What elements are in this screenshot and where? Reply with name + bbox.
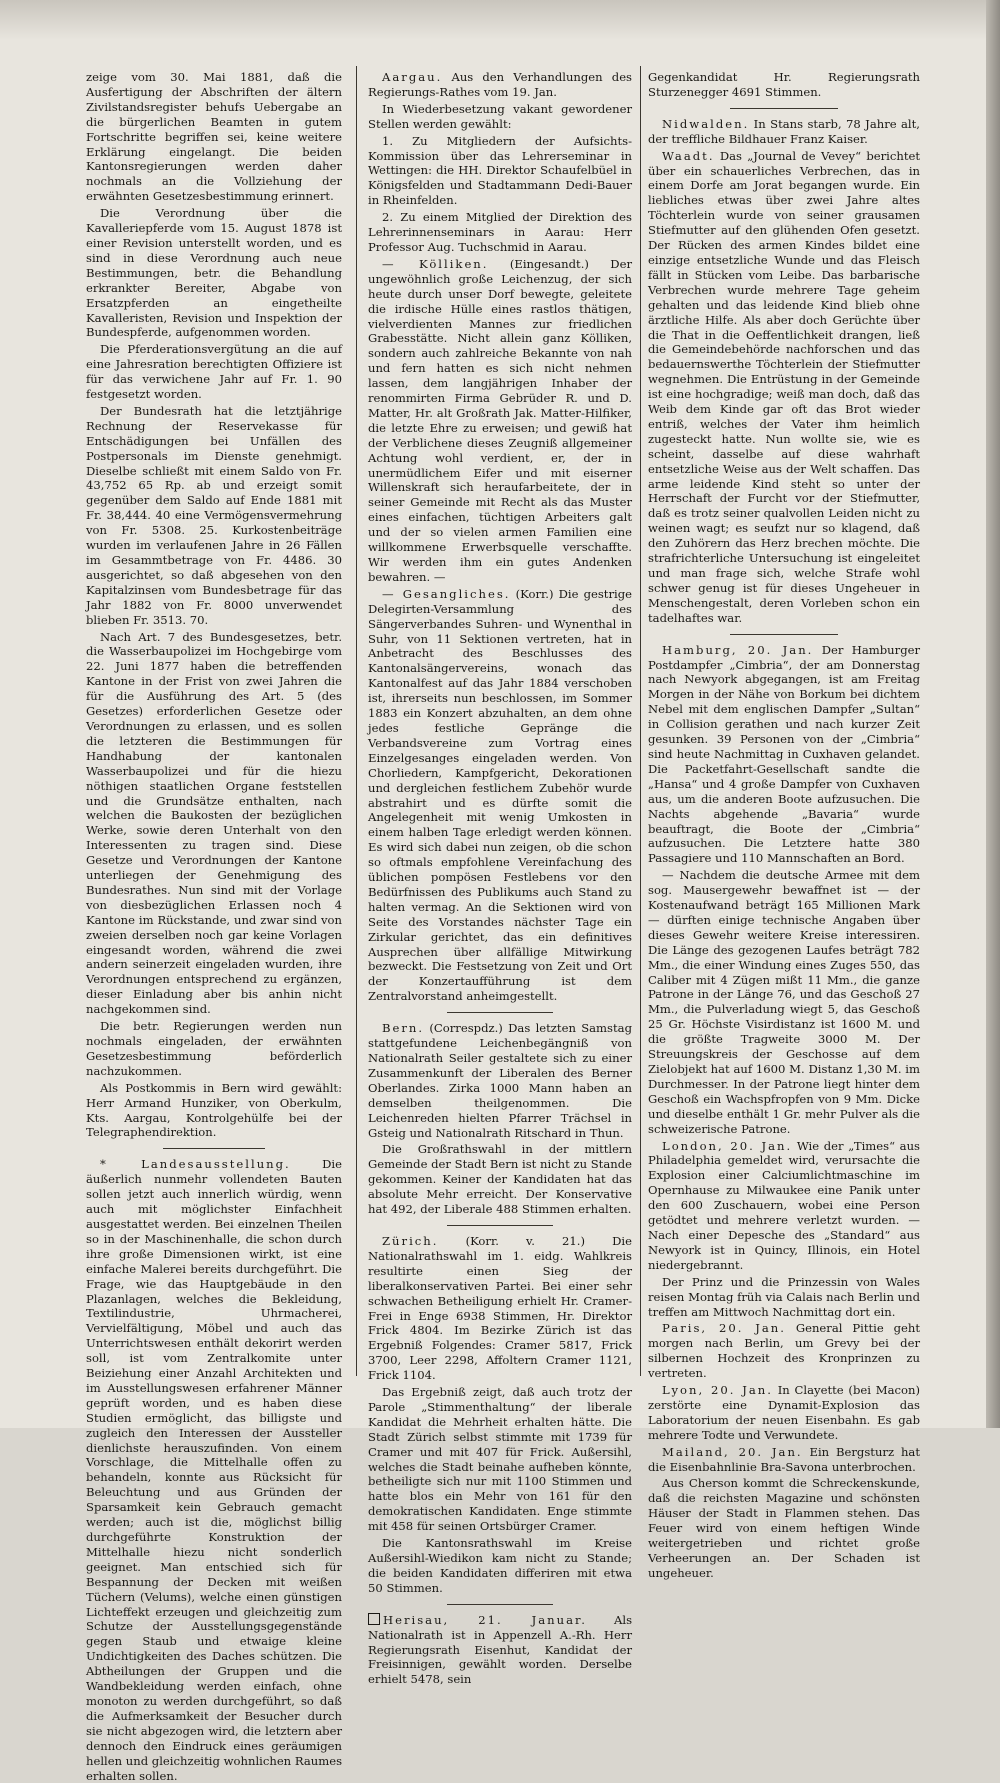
article-paragraph: zeige vom 30. Mai 1881, daß die Ausfertigung der Abschriften der ältern Zivilstandsregister behufs Uebergabe an die bürgerlichen Beamten in gutem Fortschritte begriffen sei, keine weitere Erklärung eingelangt. Die beiden Kantonsregierungen werden daher nochmals an die Vollziehung der erwähnten Gesetzesbestimmung erinnert. bbox=[86, 70, 342, 204]
page-top-shadow bbox=[0, 0, 1000, 40]
article-heading: Bern. bbox=[382, 1021, 425, 1036]
section-divider bbox=[163, 1148, 265, 1149]
article-paragraph bbox=[368, 257, 632, 585]
article-paragraph: Nach Art. 7 des Bundesgesetzes, betr. die Wasserbaupolizei im Hochgebirge vom 22. Juni 1877 haben die betreffenden Kantone in der Frist von zwei Jahren die für die Ausführung des Art. 5 (des Gesetzes) erforderlichen Gesetze oder Verordnungen zu erlassen, und es sollen die letzteren die Bestimmungen für Handhabung der kantonalen Wasserbaupolizei und für die hiezu nöthigen staatlichen Organe feststellen und die Grundsätze enthalten, nach welchen die Baukosten der bezüglichen Werke, sowie deren Unterhalt von den Interessenten zu tragen sind. Diese Gesetze und Verordnungen der Kantone unterliegen der Genehmigung des Bundesrathes. Nun sind mit der Vorlage von diesbezüglichen Erlassen noch 4 Kantone im Rückstande, und zwar sind von zweien derselben noch gar keine Vorlagen eingesandt worden, während die zwei andern seinerzeit eingeladen wurden, ihre Verordnungen entsprechend zu ergänzen, dieser Einladung aber bis anhin nicht nachgekommen sind. bbox=[86, 629, 342, 1017]
article-paragraph: Der Bundesrath hat die letztjährige Rechnung der Reservekasse für Entschädigungen bei Unfällen des Postpersonals im Dienste genehmigt. Dieselbe schließt mit einem Saldo von Fr. 43,752 65 Rp. ab und erzeigt somit gegenüber dem Saldo auf Ende 1881 mit Fr. 38,444. 40 eine Vermögensvermehrung von Fr. 5308. 25. Kurkostenbeiträge wurden im verlaufenen Jahre in 26 Fällen im Gesammtbetrage von Fr. 4486. 30 ausgerichtet, so daß abgesehen von den Kapitalzinsen vom Bundesbetrage für das Jahr 1882 von Fr. 8000 unverwendet blieben Fr. 3513. 70. bbox=[86, 403, 342, 627]
article-paragraph bbox=[368, 1613, 632, 1688]
article-body: (Korr.) Die gestrige Delegirten-Versammlung des Sängerverbandes Suhren- und Wynenthal in Suhr, von 11 Sektionen vertreten, hat in Anbetracht des Beschlusses des Kantonalsängervereins, wonach das Kantonalfest auf das Jahr 1884 verschoben ist, ihrerseits nun beschlossen, im Sommer 1883 ein Konzert abzuhalten, an dem ohne jedes festliche Gepränge die Verbandsvereine zum Vortrag eines Einzelgesanges eingeladen werden. Von Chorliedern, Kampfgericht, Dekorationen und dergleichen festlichem Zubehör wurde abstrahirt und es dürfte somit die Angelegenheit mit wenig Umkosten in einem halben Tage erledigt werden können. Es wird sich dabei nun zeigen, ob die schon so oftmals empfohlene Vereinfachung des üblichen pompösen Festlebens vor den Bedürfnissen des Publikums auch Stand zu halten vermag. An die Sektionen wird von Seite des Vorstandes nächster Tage ein Zirkular gerichtet, das ein definitives Ausprechen über allfällige Mitwirkung bezweckt. Die Festsetzung von Zeit und Ort der Konzertaufführung ist dem Zentralvorstand anheimgestellt. bbox=[368, 586, 632, 1004]
middle-column bbox=[368, 70, 633, 1687]
article-paragraph bbox=[368, 1021, 632, 1140]
article-paragraph: Aus Cherson kommt die Schreckenskunde, daß die reichsten Magazine und schönsten Häuser der Stadt in Flammen stehen. Das Feuer wird von einem heftigen Winde weitergetrieben und richtet große Verheerungen an. Der Schaden ist ungeheuer. bbox=[648, 1476, 920, 1580]
article-heading: — Kölliken. bbox=[382, 256, 489, 271]
article-paragraph: Die Verordnung über die Kavalleriepferde vom 15. August 1878 ist einer Revision unterstellt worden, und es sind in diese Verordnung auch neue Bestimmungen, betr. die Behandlung erkrankter Bereiter, Abgabe von Ersatzpferden an eingetheilte Kavalleristen, Revision und Inspektion der Bundespferde, aufgenommen worden. bbox=[86, 206, 342, 340]
article-heading: Hamburg, 20. Jan. bbox=[662, 642, 814, 657]
square-marker-icon bbox=[368, 1613, 380, 1625]
article-paragraph bbox=[648, 1139, 920, 1273]
article-body: In Clayette (bei Macon) zerstörte eine Dynamit-Explosion das Laboratorium der neuen Eisenbahn. Es gab mehrere Todte und Verwundete. bbox=[648, 1383, 920, 1442]
article-heading: Zürich. bbox=[382, 1233, 439, 1248]
section-divider bbox=[730, 634, 839, 635]
article-body: (Korr. v. 21.) Die Nationalrathswahl im 1. eidg. Wahlkreis resultirte einen Sieg der liberalkonservativen Partei. Bei einer sehr schwachen Betheiligung erhielt Hr. Cramer-Frei in Enge 6938 Stimmen, Hr. Direktor Frick 4804. Im Bezirke Zürich ist das Ergebniß Folgendes: Cramer 5817, Frick 3700, Leer 2298, Affoltern Cramer 1121, Frick 1104. bbox=[368, 1233, 632, 1383]
article-paragraph: Das Ergebniß zeigt, daß auch trotz der Parole „Stimmenthaltung“ der liberale Kandidat die Mehrheit erhalten hätte. Die Stadt Zürich selbst stimmte mit 1739 für Cramer und mit 407 für Frick. Außersihl, welches die Stadt beinahe aufheben könnte, betheiligte sich nur mit 1100 Stimmen und hatte blos ein Mehr von 161 für den demokratischen Kandidaten. Enge stimmte mit 458 für seinen Ortsbürger Cramer. bbox=[368, 1385, 632, 1534]
article-paragraph: Die Pferderationsvergütung an die auf eine Jahresration berechtigten Offiziere ist für das verwichene Jahr auf Fr. 1. 90 festgesetzt worden. bbox=[86, 342, 342, 402]
article-paragraph: Die betr. Regierungen werden nun nochmals eingeladen, der erwähnten Gesetzesbestimmung beförderlich nachzukommen. bbox=[86, 1019, 342, 1078]
article-paragraph bbox=[368, 1234, 632, 1383]
article-paragraph: Gegenkandidat Hr. Regierungsrath Sturzenegger 4691 Stimmen. bbox=[648, 70, 920, 99]
article-body: (Eingesandt.) Der ungewöhnlich große Leichenzug, der sich heute durch unser Dorf bewegte, geleitete die irdische Hülle eines rastlos thätigen, vielverdienten Mannes zur friedlichen Grabesstätte. Nicht allein ganz Kölliken, sondern auch zahlreiche Bekannte von nah und fern hatten es sich nicht nehmen lassen, dem langjährigen Inhaber der renommirten Firma Gebrüder R. und D. Matter, Hr. alt Großrath Jak. Matter-Hilfiker, die letzte Ehre zu erweisen; und gewiß hat der Verblichene dieses Zeugniß allgemeiner Achtung wohl verdient, er, der in unermüdlichem Eifer und mit eiserner Willenskraft sich heraufarbeitete, der in seiner Gemeinde mit Recht als das Muster eines einfachen, tüchtigen Arbeiters galt und der so vielen armen Familien eine willkommene Erwerbsquelle verschaffte. Wir werden ihm ein gutes Andenken bewahren. — bbox=[368, 256, 632, 584]
article-paragraph: — Nachdem die deutsche Armee mit dem sog. Mausergewehr bewaffnet ist — der Kostenaufwand beträgt 165 Millionen Mark — dürften einige technische Angaben über dieses Gewehr weitere Kreise interessiren. Die Länge des gezogenen Laufes beträgt 782 Mm., die einer Windung eines Zuges 550, das Caliber mit 4 Zügen mißt 11 Mm., die ganze Patrone in der Länge 76, und das Geschoß 27 Mm., die Pulverladung wiegt 5, das Geschoß 25 Gr. Höchste Visirdistanz ist 1600 M. und die größte Tragweite 3000 M. Der Streuungskreis der Geschosse auf dem Zielobjekt hat auf 1600 M. Distanz 1,30 M. im Durchmesser. In der Patrone liegt hinter dem Geschoß ein Wachspfropfen von 9 Mm. Dicke und dieselbe enthält 1 Gr. mehr Pulver als die schweizerische Patrone. bbox=[648, 868, 920, 1136]
article-paragraph: Als Postkommis in Bern wird gewählt: Herr Armand Hunziker, von Oberkulm, Kts. Aargau, Kontrolgehülfe bei der Telegraphendirektion. bbox=[86, 1080, 342, 1140]
article-body: Das „Journal de Vevey“ berichtet über ein schauerliches Verbrechen, das in einem Dorfe am Jorat begangen wurde. Ein liebliches etwas über zwei Jahre altes Töchterlein wurde von seiner grausamen Stiefmutter auf den glühenden Ofen gesetzt. Der Rücken des armen Kindes bildet eine einzige entsetzliche Wunde und das Fleisch fällt in Stücken vom Leibe. Das barbarische Verbrechen wurde mehrere Tage geheim gehalten und das leidende Kind blieb ohne ärztliche Hilfe. Als aber doch Gerüchte über die That in die Oeffentlichkeit drangen, ließ die Gemeindebehörde nachforschen und das bedauernswerthe Töchterlein der Stiefmutter wegnehmen. Die Entrüstung in der Gemeinde ist eine hochgradige; weiß man doch, daß das Weib dem Kinde gar oft das Brot wieder entriß, welches der Vater ihm heimlich zugesteckt hatte. Nun wollte sie, wie es scheint, dasselbe auf diese wahrhaft entsetzliche Weise aus der Welt schaffen. Das arme leidende Kind steht so unter der Herrschaft der Furcht vor der Stiefmutter, daß es trotz seiner qualvollen Leiden nicht zu weinen wagt; es seufzt nur so klagend, daß den Zuhörern das Herz brechen möchte. Die strafrichterliche Untersuchung ist eingeleitet und man frage sich, welche Strafe wohl schwer genug ist für dieses Ungeheuer in Menschengestalt, deren Vorleben schon ein tadelhaftes war. bbox=[648, 148, 921, 625]
section-divider bbox=[447, 1604, 553, 1605]
article-paragraph: Die Großrathswahl in der mittlern Gemeinde der Stadt Bern ist nicht zu Stande gekommen. Keiner der Kandidaten hat das absolute Mehr erreicht. Der Konservative hat 492, der Liberale 488 Stimmen erhalten. bbox=[368, 1142, 632, 1217]
article-heading: * Landesausstellung. bbox=[100, 1157, 291, 1172]
article-heading: London, 20. Jan. bbox=[662, 1138, 793, 1153]
article-body: Als Nationalrath ist in Appenzell A.-Rh. Herr Regierungsrath Eisenhut, Kandidat der Freisinnigen, gewählt worden. Derselbe erhielt 5478, sein bbox=[368, 1612, 633, 1687]
article-paragraph bbox=[648, 117, 920, 147]
article-body: Der Hamburger Postdampfer „Cimbria“, der am Donnerstag nach Newyork abgegangen, ist am Freitag Morgen in der Nähe von Borkum bei dichtem Nebel mit dem englischen Dampfer „Sultan“ in Collision gerathen und nach kurzer Zeit gesunken. 39 Personen von der „Cimbria“ sind heute Nachmittag in Cuxhaven gelandet. Die Packetfahrt-Gesellschaft sandte die „Hansa“ und 4 große Dampfer von Cuxhaven aus, um die anderen Boote aufzusuchen. Die Nachts abgehende „Bavaria“ wurde beauftragt, die Boote der „Cimbria“ aufzusuchen. Die Letztere hatte 380 Passagiere und 110 Mannschaften an Bord. bbox=[648, 642, 921, 866]
right-column bbox=[648, 70, 921, 1580]
article-paragraph: Der Prinz und die Prinzessin von Wales reisen Montag früh via Calais nach Berlin und treffen am Mittwoch Nachmittag dort ein. bbox=[648, 1274, 920, 1319]
page-right-edge bbox=[986, 0, 1000, 1428]
section-divider bbox=[730, 108, 839, 109]
article-heading: Nidwalden. bbox=[662, 116, 750, 131]
article-paragraph: Die Kantonsrathswahl im Kreise Außersihl-Wiedikon kam nicht zu Stande; die beiden Kandidaten differiren mit etwa 50 Stimmen. bbox=[368, 1536, 632, 1595]
article-paragraph bbox=[648, 149, 920, 626]
article-paragraph bbox=[368, 587, 632, 1004]
article-paragraph bbox=[648, 1445, 920, 1475]
article-heading: Waadt. bbox=[662, 148, 715, 163]
article-paragraph bbox=[648, 1383, 920, 1443]
article-heading: Mailand, 20. Jan. bbox=[662, 1444, 803, 1459]
article-paragraph: 2. Zu einem Mitglied der Direktion des Lehrerinnenseminars in Aarau: Herr Professor Aug. Tuchschmid in Aarau. bbox=[368, 210, 632, 254]
article-body: General Pittie geht morgen nach Berlin, um Grevy bei der silbernen Hochzeit des Kronprinzen zu vertreten. bbox=[648, 1321, 920, 1381]
article-body: Ein Bergsturz hat die Eisenbahnlinie Bra-Savona unterbrochen. bbox=[648, 1444, 920, 1474]
article-paragraph: In Wiederbesetzung vakant gewordener Stellen werden gewählt: bbox=[368, 101, 632, 131]
article-paragraph: 1. Zu Mitgliedern der Aufsichts-Kommission über das Lehrerseminar in Wettingen: die HH. Direktor Schaufelbüel in Königsfelden und Stadtammann Dedi-Bauer in Rheinfelden. bbox=[368, 133, 632, 208]
article-paragraph bbox=[648, 643, 920, 867]
column-rule-right bbox=[640, 66, 641, 1376]
section-divider bbox=[447, 1225, 553, 1226]
article-heading: Aargau. bbox=[382, 70, 443, 84]
article-heading: — Gesangliches. bbox=[382, 586, 511, 601]
article-heading: Lyon, 20. Jan. bbox=[662, 1383, 773, 1398]
column-rule-left bbox=[356, 66, 357, 1376]
article-body: In Stans starb, 78 Jahre alt, der treffliche Bildhauer Franz Kaiser. bbox=[648, 116, 920, 146]
article-heading: Herisau, 21. Januar. bbox=[383, 1612, 587, 1627]
article-body: Aus den Verhandlungen des Regierungs-Rathes vom 19. Jan. bbox=[368, 70, 633, 99]
article-body: (Correspdz.) Das letzten Samstag stattgefundene Leichenbegängniß von Nationalrath Seiler gestaltete sich zu einer Zusammenkunft der Liberalen des Berner Oberlandes. Zirka 1000 Mann haben an demselben theilgenommen. Die Leichenreden hielten Pfarrer Trächsel in Gsteig und Nationalrath Ritschard in Thun. bbox=[368, 1021, 632, 1140]
article-body: Wie der „Times“ aus Philadelphia gemeldet wird, verursachte die Explosion einer Calciumlichtmaschine im Opernhause zu Milwaukee eine Panik unter den 600 Zuschauern, wobei eine Person getödtet und mehrere verletzt wurden. — Nach einer Depesche des „Standard“ aus Newyork ist in Quincy, Illinois, ein Hotel niedergebrannt. bbox=[648, 1138, 920, 1272]
article-heading: Paris, 20. Jan. bbox=[662, 1321, 786, 1336]
article-paragraph bbox=[86, 1157, 342, 1783]
article-body: Die äußerlich nunmehr vollendeten Bauten sollen jetzt auch innerlich würdig, wenn auch mit möglichster Einfachheit ausgestattet werden. Bei einzelnen Theilen so in der Maschinenhalle, die schon durch ihre große Dimensionen wirkt, ist eine einfache Malerei bereits durchgeführt. Die Frage, wie das Hauptgebäude in den Plazanlagen, welches die Bekleidung, Textilindustrie, Uhrmacherei, Vervielfältigung, Möbel und auch das Unterrichtswesen enthält dekorirt werden soll, ist vom Zentralkomite unter Beiziehung einer Anzahl Architekten und im Ausstellungswesen erfahrener Männer geprüft worden, und es haben diese Studien ermöglicht, das billigste und zugleich den Interessen der Aussteller dienlichste herauszufinden. Von einem Vorschlage, die Mittelhalle offen zu behandeln, konnte aus Rücksicht für Beleuchtung und aus Gründen der Sparsamkeit kein Gebrauch gemacht werden; auch ist die, möglichst billig durchgeführte Konstruktion der Mittelhalle hiezu nicht sonderlich geeignet. Man entschied sich für Bespannung der Decken mit weißen Tüchern (Velums), welche einen günstigen Lichteffekt erzeugen und gleichzeitig zum Schutze der Ausstellungsgegenstände gegen Staub und etwaige kleine Undichtigkeiten des Daches schützen. Die Abtheilungen der Gruppen und die Wandbekleidung werden einfach, ohne monoton zu werden durchgeführt, so daß die Aufmerksamkeit der Besucher durch sie nicht abgezogen wird, die letztern aber dennoch den Eindruck eines geräumigen hellen und gleichzeitig wohnlichen Raumes erhalten sollen. bbox=[86, 1157, 343, 1783]
section-divider bbox=[447, 1012, 553, 1013]
article-paragraph bbox=[648, 1321, 920, 1381]
article-paragraph bbox=[368, 70, 632, 100]
left-column bbox=[86, 70, 343, 1783]
